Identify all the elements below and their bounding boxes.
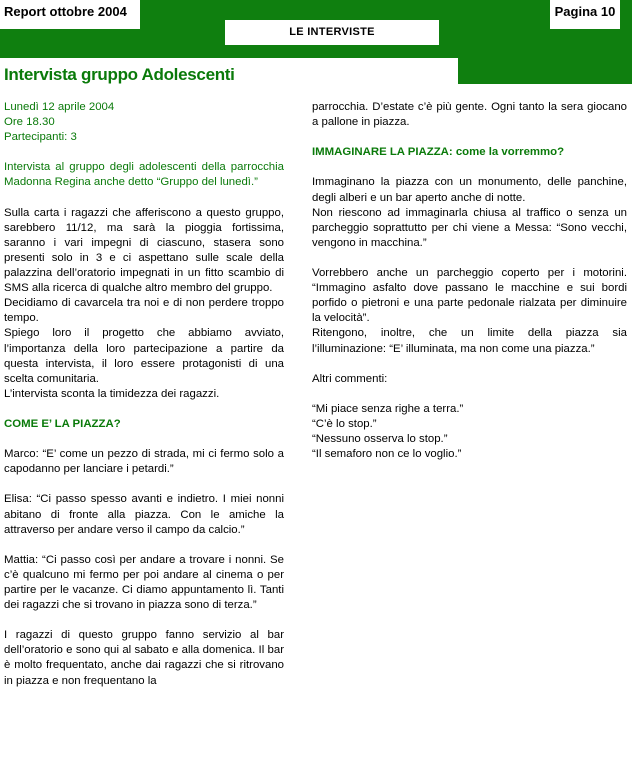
body-paragraph: Decidiamo di cavarcela tra noi e di non perdere troppo tempo.	[4, 297, 284, 325]
body-paragraph: Immaginano la piazza con un monumento, delle panchine, degli alberi e un bar aperto anche di notte.	[312, 176, 627, 204]
body-paragraph: L’intervista sconta la timidezza dei ragazzi.	[4, 387, 220, 400]
section-heading: COME E’ LA PIAZZA?	[4, 417, 121, 430]
body-paragraph: parrocchia. D’estate c’è più gente. Ogni tanto la sera giocano a pallone in piazza.	[312, 101, 627, 129]
right-column	[312, 100, 627, 462]
comment-line: “C’è lo stop.”	[312, 417, 377, 430]
comment-line: “Nessuno osserva lo stop.”	[312, 433, 448, 446]
left-column	[4, 100, 284, 689]
section-title: LE INTERVISTE	[225, 20, 439, 45]
header-band-extension	[458, 58, 632, 84]
meta-date: Lunedì 12 aprile 2004	[4, 101, 115, 113]
meta-participants: Partecipanti: 3	[4, 131, 77, 144]
quote-paragraph: Marco: “E’ come un pezzo di strada, mi ci fermo solo a capodanno per lanciare i petardi.”	[4, 448, 284, 476]
intro-text: Intervista al gruppo degli adolescenti della parrocchia Madonna Regina anche detto “Gruppo del lunedì.”	[4, 161, 284, 189]
body-paragraph: Sulla carta i ragazzi che afferiscono a questo gruppo, sarebbero 11/12, ma sarà la pioggia fortissima, saranno i vari impegni di ciascuno, stasera sono presenti solo in 3 e ci aspettano sulle scale della palazzina dell’oratorio impegnati in un fitto scambio di SMS alla ricerca di qualche altro membro del gruppo.	[4, 206, 284, 295]
meta-time: Ore 18.30	[4, 116, 55, 129]
comment-line: “Il semaforo non ce lo voglio.”	[312, 448, 462, 461]
body-paragraph: Non riescono ad immaginarla chiusa al traffico o senza un parcheggio soprattutto per chi viene a Messa: “Sono vecchi, vengono in macchina.”	[312, 206, 627, 249]
section-heading: IMMAGINARE LA PIAZZA: come la vorremmo?	[312, 146, 565, 159]
page-number: Pagina 10	[550, 0, 620, 29]
body-paragraph: Spiego loro il progetto che abbiamo avviato, l’importanza della loro partecipazione a partire da questa intervista, il loro essere protagonisti di una scelta comunitaria.	[4, 327, 284, 385]
report-date: Report ottobre 2004	[0, 0, 140, 29]
quote-paragraph: Elisa: “Ci passo spesso avanti e indietro. I miei nonni abitano di fronte alla piazza. Con le amiche la attraverso per andare verso il campo da calcio.”	[4, 493, 284, 536]
body-paragraph: Vorrebbero anche un parcheggio coperto per i motorini. “Immagino asfalto dove passano le macchine e sui bordi porfido o pietroni e una parte pedonale rialzata per diminuire la velocità”.	[312, 267, 627, 325]
comment-line: “Mi piace senza righe a terra.”	[312, 402, 464, 415]
body-paragraph: Altri commenti:	[312, 372, 388, 385]
body-paragraph: I ragazzi di questo gruppo fanno servizio al bar dell’oratorio e sono qui al sabato e alla domenica. Il bar è molto frequentato, anche dai ragazzi che si ritrovano in piazza e non frequentano la	[4, 629, 284, 687]
article-title: Intervista gruppo Adolescenti	[4, 65, 235, 84]
body-paragraph: Ritengono, inoltre, che un limite della piazza sia l’illuminazione: “E’ illuminata, ma non come una piazza.”	[312, 327, 627, 355]
quote-paragraph: Mattia: “Ci passo così per andare a trovare i nonni. Se c’è qualcuno mi fermo per poi andare al cinema o per partire per le vacanze. Ci diamo appuntamento lì. Tanti dei ragazzi che si trovano in piazza sono di terza.”	[4, 553, 284, 612]
